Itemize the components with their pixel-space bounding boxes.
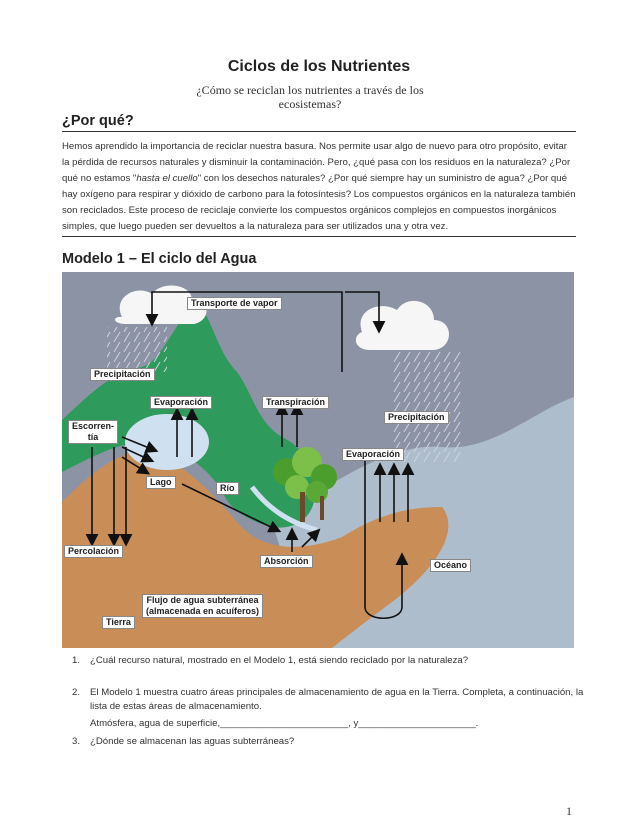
- question-text: ¿Cuál recurso natural, mostrado en el Modelo 1, está siendo reciclado por la naturaleza?: [90, 655, 469, 666]
- page-title: Ciclos de los Nutrientes: [227, 58, 411, 75]
- question-text: ¿Dónde se almacenan las aguas subterráneas?: [90, 736, 295, 747]
- why-text: Hemos aprendido la importancia de reciclar nuestra basura. Nos permite usar algo de nuevo para otro propósito, evitar la pérdida de recursos naturales y disminuir la contaminación. Pero, ¿qué pasa con los residuos en la naturaleza? ¿Por qué no estamos ": [62, 141, 571, 184]
- model-heading: Modelo 1 – El ciclo del Agua: [62, 251, 257, 267]
- divider: [62, 131, 576, 132]
- label-transporte: Transporte de vapor: [187, 297, 282, 310]
- label-flujo-line1: Flujo de agua subterránea: [146, 595, 259, 605]
- label-oceano: Océano: [430, 559, 471, 572]
- label-rio: Río: [216, 482, 239, 495]
- label-escorrentia: [68, 420, 118, 444]
- page-number: 1: [566, 804, 572, 818]
- page-subtitle: ¿Cómo se reciclan los nutrientes a través de los ecosistemas?: [196, 83, 424, 111]
- question-number: 2.: [72, 687, 81, 698]
- label-flujo-line2: (almacenada en acuíferos): [146, 606, 260, 616]
- question-text: El Modelo 1 muestra cuatro áreas principales de almacenamiento de agua en la Tierra. Completa, a continuación, la lista de estas áreas de almacenamiento.: [90, 687, 584, 712]
- question-2: [72, 686, 590, 731]
- label-precipitacion-left: Precipitación: [90, 368, 155, 381]
- question-3: [72, 735, 590, 749]
- why-text-end: " con los desechos naturales? ¿Por qué siempre hay un suministro de agua? ¿Por qué hay oxígeno para respirar y dióxido de carbono para la fotosíntesis? Los compuestos orgánicos en la naturaleza también son reciclados. Este proceso de reciclaje convierte los compuestos orgánicos complejos en compuestos inorgánicos simples, que luego pueden ser devueltos a la naturaleza para ser utilizados una y otra vez.: [62, 173, 576, 232]
- label-precipitacion-right: Precipitación: [384, 411, 449, 424]
- label-lago: Lago: [146, 476, 176, 489]
- label-evaporacion-right: Evaporación: [342, 448, 404, 461]
- label-escorrentia-line2: tía: [87, 432, 99, 442]
- label-evaporacion-left: Evaporación: [150, 396, 212, 409]
- label-transpiracion: Transpiración: [262, 396, 329, 409]
- label-flujo: [142, 594, 263, 618]
- why-paragraph: [62, 139, 576, 235]
- why-text-italic: hasta el cuello: [136, 173, 198, 184]
- section-heading-why: ¿Por qué?: [62, 113, 134, 129]
- question-answer-line[interactable]: Atmósfera, agua de superficie,________________________, y______________________.: [90, 718, 479, 729]
- label-absorcion: Absorción: [260, 555, 313, 568]
- question-number: 3.: [72, 736, 81, 747]
- diagram-illustration: [62, 272, 574, 648]
- water-cycle-diagram: [62, 272, 574, 648]
- question-1: [72, 654, 590, 668]
- label-escorrentia-line1: Escorren-: [72, 421, 115, 431]
- lake: [125, 414, 209, 470]
- divider: [62, 236, 576, 237]
- label-tierra: Tierra: [102, 616, 135, 629]
- rain-left: [107, 327, 167, 372]
- label-percolacion: Percolación: [64, 545, 123, 558]
- rain-right: [392, 352, 462, 462]
- question-number: 1.: [72, 655, 81, 666]
